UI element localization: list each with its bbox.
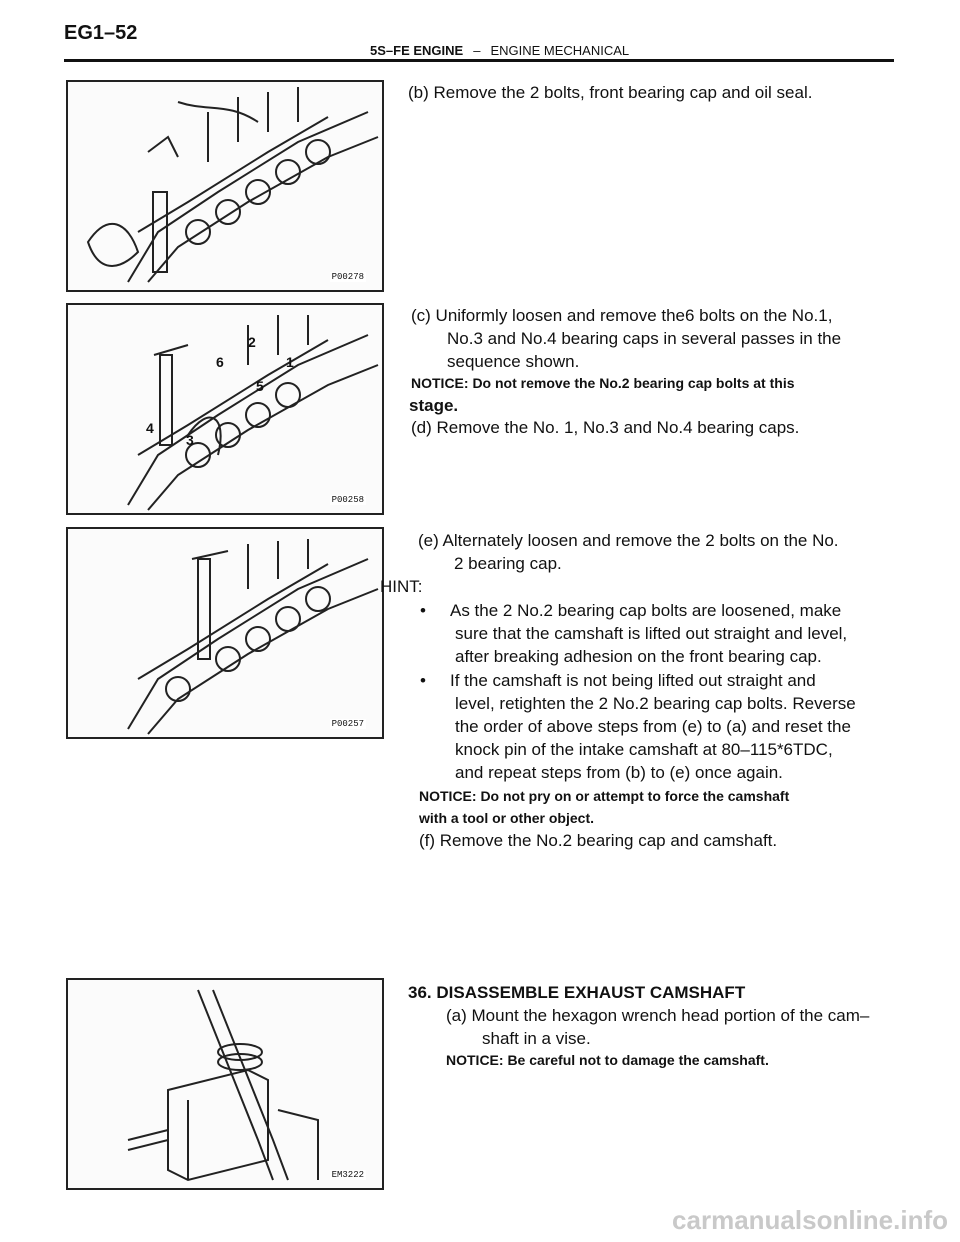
figure-code: EM3222	[331, 1170, 364, 1180]
figure-code: P00258	[331, 495, 364, 505]
seq-number-3: 3	[186, 432, 194, 448]
hint-item-1	[420, 600, 841, 622]
notice-e-line1: NOTICE: Do not pry on or attempt to force the camshaft	[419, 788, 790, 804]
header-dash: –	[473, 43, 481, 58]
step-e-line1: (e) Alternately loosen and remove the 2 bolts on the No.	[418, 531, 839, 550]
figure-camshaft-vise	[66, 978, 384, 1190]
seq-number-1: 1	[286, 354, 294, 370]
step-f: (f) Remove the No.2 bearing cap and camshaft.	[419, 831, 778, 850]
hint-label: HINT:	[380, 577, 423, 596]
notice-c-line2: stage.	[409, 396, 459, 415]
hint1-line1: As the 2 No.2 bearing cap bolts are loosened, make	[450, 601, 842, 620]
seq-number-4: 4	[146, 420, 154, 436]
header-rule	[64, 59, 894, 62]
section-header	[370, 43, 629, 58]
cylinder-head-illustration-1	[68, 82, 382, 290]
figure-code: P00257	[331, 719, 364, 729]
section-36-a-line1: (a) Mount the hexagon wrench head portion of the cam–	[446, 1006, 870, 1025]
step-d: (d) Remove the No. 1, No.3 and No.4 bearing caps.	[411, 418, 800, 437]
hint2-line2: level, retighten the 2 No.2 bearing cap bolts. Reverse	[455, 694, 856, 713]
section-36-notice: NOTICE: Be careful not to damage the camshaft.	[446, 1052, 769, 1068]
engine-name: 5S–FE ENGINE	[370, 43, 464, 58]
hint2-line4: knock pin of the intake camshaft at 80–115*6TDC,	[455, 740, 833, 759]
hint-item-2	[420, 670, 816, 692]
figure-bearing-cap-sequence	[66, 303, 384, 515]
hint2-line5: and repeat steps from (b) to (e) once again.	[455, 763, 783, 782]
camshaft-vise-illustration	[68, 980, 382, 1188]
figure-front-bearing-cap	[66, 80, 384, 292]
bullet-icon: •	[420, 601, 426, 620]
figure-no2-bearing-cap	[66, 527, 384, 739]
section-36-title: 36. DISASSEMBLE EXHAUST CAMSHAFT	[408, 983, 746, 1002]
section-name: ENGINE MECHANICAL	[490, 43, 630, 58]
hint1-line2: sure that the camshaft is lifted out straight and level,	[455, 624, 848, 643]
notice-c-line1: NOTICE: Do not remove the No.2 bearing cap bolts at this	[411, 375, 795, 391]
figure-code: P00278	[331, 272, 364, 282]
cylinder-head-illustration-3	[68, 529, 382, 737]
step-c-line3: sequence shown.	[447, 352, 580, 371]
hint1-line3: after breaking adhesion on the front bearing cap.	[455, 647, 822, 666]
step-b: (b) Remove the 2 bolts, front bearing cap and oil seal.	[408, 83, 813, 102]
seq-number-6: 6	[216, 354, 224, 370]
step-c-line1: (c) Uniformly loosen and remove the6 bolts on the No.1,	[411, 306, 833, 325]
seq-number-5: 5	[256, 378, 264, 394]
page-number: EG1–52	[64, 22, 138, 44]
cylinder-head-illustration-2	[68, 305, 382, 513]
seq-number-2: 2	[248, 334, 256, 350]
section-36-a-line2: shaft in a vise.	[482, 1029, 591, 1048]
notice-e-line2: with a tool or other object.	[419, 810, 594, 826]
watermark: carmanualsonline.info	[672, 1205, 948, 1235]
hint2-line3: the order of above steps from (e) to (a) and reset the	[455, 717, 851, 736]
step-c-line2: No.3 and No.4 bearing caps in several passes in the	[447, 329, 842, 348]
step-e-line2: 2 bearing cap.	[454, 554, 562, 573]
bullet-icon: •	[420, 671, 426, 690]
hint2-line1: If the camshaft is not being lifted out straight and	[450, 671, 816, 690]
